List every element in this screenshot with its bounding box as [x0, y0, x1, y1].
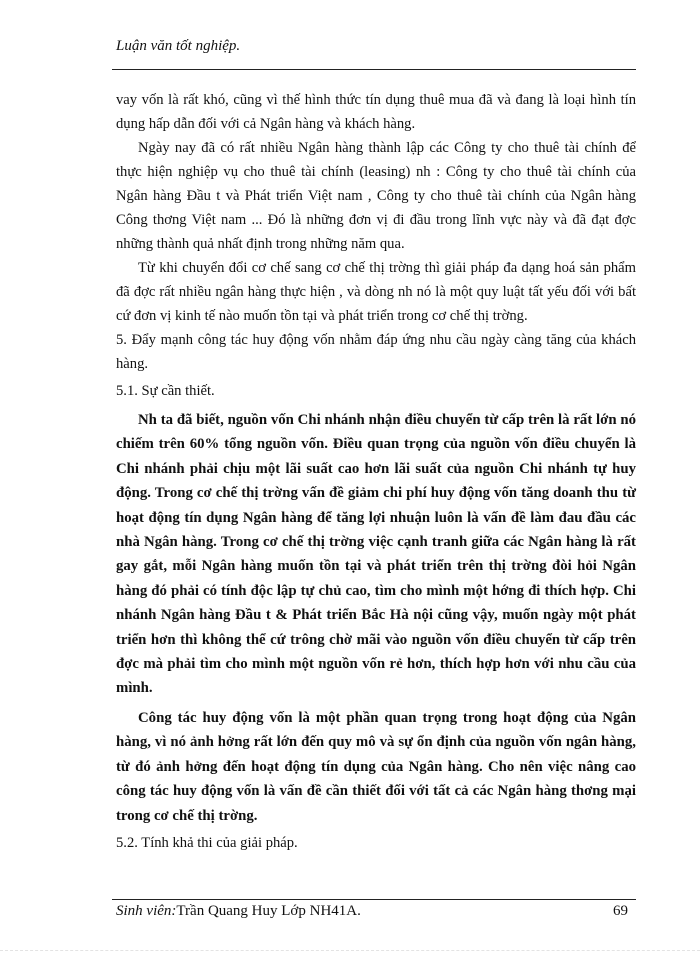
page-edge-divider — [0, 950, 700, 951]
document-body — [116, 88, 636, 855]
paragraph-2: Ngày nay đã có rất nhiều Ngân hàng thành lập các Công ty cho thuê tài chính để thực hiện nghiệp vụ cho thuê tài chính (leasing) nh : Công ty cho thuê tài chính của Ngân hàng Đầu t và Phát triển Việt nam , Công ty cho thuê tài chính của Ngân hàng Công thơng Việt nam ... Đó là những đơn vị đi đầu trong lĩnh vực này và đã đạt đợc những thành quả nhất định trong những năm qua. — [116, 140, 636, 252]
paragraph-4: Nh ta đã biết, nguồn vốn Chi nhánh nhận điều chuyển từ cấp trên là rất lớn nó chiếm trên 60% tổng nguồn vốn. Điều quan trọng của nguồn vốn điều chuyển là Chi nhánh phải chịu một lãi suất cao hơn lãi suất của nguồn Chi nhánh tự huy động. Trong cơ chế thị trờng vấn đề giảm chi phí huy động vốn tăng doanh thu từ hoạt động tín dụng Ngân hàng để tăng lợi nhuận luôn là vấn đề làm đau đầu các nhà Ngân hàng. Trong cơ chế thị trờng việc cạnh tranh giữa các Ngân hàng là rất gay gắt, mỗi Ngân hàng muốn tồn tại và phát triển trên thị trờng đòi hỏi Ngân hàng đó phải có tính độc lập tự chủ cao, tìm cho mình một hớng đi thích hợp. Chi nhánh Ngân hàng Đầu t & Phát triển Bắc Hà nội cũng vậy, muốn ngày một phát triển hơn thì không thể cứ trông chờ mãi vào nguồn vốn điều chuyển từ cấp trên đợc mà phải tìm cho mình một nguồn vốn rẻ hơn, thích hợp hơn với nhu cầu của mình. — [116, 412, 636, 697]
section-heading-5: 5. Đẩy mạnh công tác huy động vốn nhằm đáp ứng nhu cầu ngày càng tăng của khách hàng. — [116, 332, 636, 372]
header-rule — [112, 69, 636, 70]
paragraph-5: Công tác huy động vốn là một phần quan trọng trong hoạt động của Ngân hàng, vì nó ảnh hởng rất lớn đến quy mô và sự ổn định của nguồn vốn ngân hàng, từ đó ảnh hởng đến hoạt động tín dụng của Ngân hàng. Cho nên việc nâng cao công tác huy động vốn là vấn đề cần thiết đối với tất cả các Ngân hàng thơng mại trong cơ chế thị trờng. — [116, 709, 636, 824]
subsection-heading-5-1: 5.1. Sự cần thiết. — [116, 383, 215, 399]
footer-author: Trần Quang Huy Lớp NH41A. — [176, 903, 361, 919]
page-footer — [116, 903, 636, 920]
paragraph-3: Từ khi chuyển đổi cơ chế sang cơ chế thị trờng thì giải pháp đa dạng hoá sản phẩm đã đợc rất nhiều ngân hàng thực hiện , và dòng nh nó là một quy luật tất yếu đối với bất cứ đơn vị kinh tế nào muốn tồn tại và phát triển trong cơ chế thị trờng. — [116, 260, 636, 324]
page-number: 69 — [613, 903, 628, 919]
paragraph-1: vay vốn là rất khó, cũng vì thế hình thức tín dụng thuê mua đã và đang là loại hình tín dụng hấp dẫn đối với cả Ngân hàng và khách hàng. — [116, 92, 636, 132]
page-header: Luận văn tốt nghiệp. — [116, 38, 241, 54]
footer-rule — [112, 899, 636, 900]
subsection-heading-5-2: 5.2. Tính khả thi của giải pháp. — [116, 834, 298, 851]
footer-label: Sinh viên: — [116, 903, 177, 919]
